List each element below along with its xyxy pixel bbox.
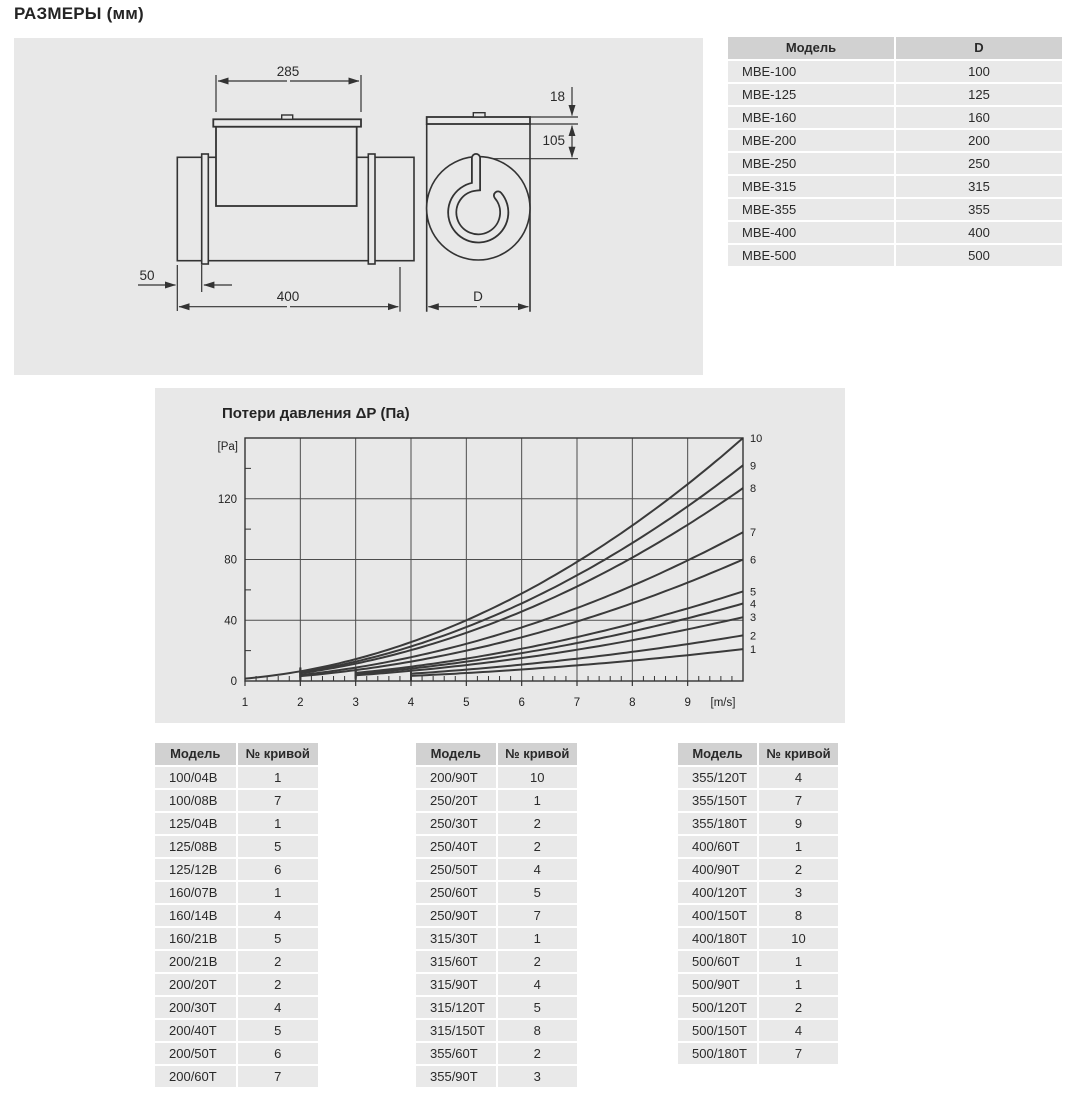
- table-row: [416, 767, 577, 788]
- table-row: [155, 1043, 318, 1064]
- table-cell: МВЕ-315: [728, 176, 894, 197]
- table-cell: 500/180Т: [678, 1043, 757, 1064]
- dim-285: [216, 75, 361, 112]
- table-cell: 7: [759, 790, 838, 811]
- table-row: [416, 974, 577, 995]
- table-row: [728, 245, 1062, 266]
- table-row: [155, 813, 318, 834]
- chart-tick-label: 10: [750, 433, 763, 445]
- table-header-cell: Модель: [416, 743, 496, 765]
- chart-tick-label: 8: [629, 697, 636, 709]
- table-row: [416, 1020, 577, 1041]
- table-cell: 9: [759, 813, 838, 834]
- table-cell: 100/08В: [155, 790, 236, 811]
- chart-tick-label: 3: [750, 612, 757, 625]
- dim-label-105: 105: [542, 133, 565, 148]
- flange-right: [368, 154, 375, 264]
- table-row: [728, 84, 1062, 105]
- table-cell: 2: [498, 836, 578, 857]
- chart-tick-label: 40: [224, 615, 237, 628]
- curve-4: [356, 604, 743, 675]
- curve-10: [245, 438, 743, 679]
- table-row: [416, 928, 577, 949]
- table-cell: 400/60Т: [678, 836, 757, 857]
- table-cell: 1: [238, 813, 319, 834]
- table-header-cell: D: [896, 37, 1062, 59]
- chart-tick-label: 3: [352, 697, 359, 709]
- table-cell: 355/90Т: [416, 1066, 496, 1087]
- table-cell: 1: [238, 882, 319, 903]
- table-row: [155, 905, 318, 926]
- table-cell: 500/120Т: [678, 997, 757, 1018]
- table-header-cell: № кривой: [759, 743, 838, 765]
- chart-tick-label: 2: [297, 697, 304, 709]
- table-cell: 125/12В: [155, 859, 236, 880]
- table-row: [416, 997, 577, 1018]
- table-row: [728, 153, 1062, 174]
- table-cell: 160: [896, 107, 1062, 128]
- table-cell: 355/60Т: [416, 1043, 496, 1064]
- table-cell: 1: [498, 790, 578, 811]
- chart-tick-label: 5: [463, 697, 470, 709]
- chart-tick-label: 9: [750, 460, 757, 473]
- table-row: [155, 882, 318, 903]
- table-row: [678, 928, 838, 949]
- table-cell: 200/20Т: [155, 974, 236, 995]
- table-cell: 500/150Т: [678, 1020, 757, 1041]
- chart-tick-label: 6: [750, 554, 757, 567]
- table-row: [416, 882, 577, 903]
- table-cell: 125/04В: [155, 813, 236, 834]
- table-cell: 7: [759, 1043, 838, 1064]
- table-cell: 5: [238, 1020, 319, 1041]
- chart-tick-label: 5: [750, 586, 757, 599]
- table-cell: 7: [498, 905, 578, 926]
- table-header-cell: Модель: [678, 743, 757, 765]
- table-row: [728, 222, 1062, 243]
- table-cell: МВЕ-355: [728, 199, 894, 220]
- table-cell: МВЕ-500: [728, 245, 894, 266]
- chart-tick-label: 6: [518, 697, 525, 709]
- table-row: [728, 199, 1062, 220]
- table-cell: 200/30Т: [155, 997, 236, 1018]
- table-header-row: [416, 743, 577, 765]
- table-cell: 160/07В: [155, 882, 236, 903]
- table-row: [728, 130, 1062, 151]
- chart-tick-label: 4: [750, 598, 757, 611]
- dimensions-panel: [14, 38, 703, 375]
- table-row: [678, 813, 838, 834]
- table-cell: 250/40Т: [416, 836, 496, 857]
- table-cell: 400/150Т: [678, 905, 757, 926]
- table-cell: МВЕ-400: [728, 222, 894, 243]
- table-cell: 500: [896, 245, 1062, 266]
- table-row: [416, 951, 577, 972]
- table-cell: 315/120Т: [416, 997, 496, 1018]
- table-row: [416, 1043, 577, 1064]
- table-cell: 315/60Т: [416, 951, 496, 972]
- table-row: [678, 767, 838, 788]
- table-row: [155, 859, 318, 880]
- table-cell: МВЕ-200: [728, 130, 894, 151]
- table-row: [416, 836, 577, 857]
- table-row: [416, 859, 577, 880]
- chart-tick-label: 2: [750, 630, 757, 643]
- table-cell: 315/90Т: [416, 974, 496, 995]
- table-row: [155, 951, 318, 972]
- table-cell: 3: [498, 1066, 578, 1087]
- table-row: [678, 905, 838, 926]
- table-row: [678, 951, 838, 972]
- chart-tick-label: 7: [750, 527, 757, 540]
- chart-tick-label: 9: [684, 697, 691, 709]
- table-cell: МВЕ-250: [728, 153, 894, 174]
- table-header-cell: Модель: [155, 743, 236, 765]
- dim-label-285: 285: [276, 64, 300, 79]
- chart-tick-label: [m/s]: [710, 697, 736, 709]
- table-cell: 250/90Т: [416, 905, 496, 926]
- table-row: [155, 1066, 318, 1087]
- dim-label-400: 400: [276, 289, 300, 304]
- curve-table-1: [155, 743, 318, 1089]
- table-cell: 400/90Т: [678, 859, 757, 880]
- table-cell: 200/40Т: [155, 1020, 236, 1041]
- table-cell: 2: [498, 951, 578, 972]
- table-cell: 250: [896, 153, 1062, 174]
- table-cell: 315: [896, 176, 1062, 197]
- front-view: [427, 113, 530, 312]
- table-cell: 315/150Т: [416, 1020, 496, 1041]
- table-cell: 2: [498, 1043, 578, 1064]
- chart-title: Потери давления ΔР (Па): [222, 405, 410, 422]
- chart-tick-label: 120: [217, 493, 237, 506]
- table-cell: МВЕ-160: [728, 107, 894, 128]
- table-row: [155, 928, 318, 949]
- terminal-box: [216, 127, 357, 206]
- table-cell: МВЕ-125: [728, 84, 894, 105]
- table-row: [678, 1020, 838, 1041]
- table-cell: 160/21В: [155, 928, 236, 949]
- pressure-loss-chart-panel: [155, 388, 845, 723]
- table-cell: 2: [238, 951, 319, 972]
- table-header-cell: № кривой: [238, 743, 319, 765]
- chart-tick-label: 8: [750, 483, 757, 496]
- table-header-row: [155, 743, 318, 765]
- table-cell: 1: [759, 974, 838, 995]
- table-cell: 500/90Т: [678, 974, 757, 995]
- table-row: [155, 997, 318, 1018]
- table-header-row: [728, 37, 1062, 59]
- table-cell: 355/180Т: [678, 813, 757, 834]
- table-row: [678, 1043, 838, 1064]
- table-cell: 1: [238, 767, 319, 788]
- table-cell: 400/120Т: [678, 882, 757, 903]
- table-cell: 4: [498, 859, 578, 880]
- table-cell: 315/30Т: [416, 928, 496, 949]
- table-cell: 2: [498, 813, 578, 834]
- table-cell: 400: [896, 222, 1062, 243]
- chart-tick-label: 80: [224, 554, 237, 567]
- chart-tick-label: 1: [241, 697, 249, 709]
- model-diameter-table: [728, 37, 1062, 268]
- chart-tick-label: [Pa]: [217, 441, 238, 453]
- table-cell: 355/120Т: [678, 767, 757, 788]
- table-cell: 200: [896, 130, 1062, 151]
- table-row: [678, 859, 838, 880]
- table-cell: 1: [759, 951, 838, 972]
- table-row: [728, 176, 1062, 197]
- table-cell: 125: [896, 84, 1062, 105]
- table-cell: 5: [498, 882, 578, 903]
- table-row: [678, 790, 838, 811]
- table-cell: 4: [238, 997, 319, 1018]
- table-cell: 1: [498, 928, 578, 949]
- table-row: [155, 836, 318, 857]
- table-cell: 125/08В: [155, 836, 236, 857]
- table-row: [678, 997, 838, 1018]
- table-header-cell: № кривой: [498, 743, 578, 765]
- pressure-loss-chart: [155, 388, 845, 723]
- flange-left: [202, 154, 209, 264]
- table-cell: 5: [238, 928, 319, 949]
- table-header-row: [678, 743, 838, 765]
- table-cell: 250/20Т: [416, 790, 496, 811]
- table-cell: 500/60Т: [678, 951, 757, 972]
- table-cell: 250/60Т: [416, 882, 496, 903]
- chart-tick-label: 0: [230, 676, 237, 688]
- table-cell: 2: [759, 859, 838, 880]
- table-cell: 4: [498, 974, 578, 995]
- table-cell: 355/150Т: [678, 790, 757, 811]
- table-cell: 8: [498, 1020, 578, 1041]
- table-cell: 4: [759, 1020, 838, 1041]
- table-cell: 6: [238, 859, 319, 880]
- table-cell: 3: [759, 882, 838, 903]
- table-row: [416, 1066, 577, 1087]
- table-row: [155, 767, 318, 788]
- side-view: [177, 115, 414, 264]
- table-cell: 200/50Т: [155, 1043, 236, 1064]
- table-row: [155, 974, 318, 995]
- curve-table-2: [416, 743, 577, 1089]
- table-cell: 200/90Т: [416, 767, 496, 788]
- table-row: [416, 790, 577, 811]
- chart-tick-label: 4: [407, 697, 415, 709]
- table-cell: 10: [759, 928, 838, 949]
- table-cell: 4: [759, 767, 838, 788]
- table-row: [416, 905, 577, 926]
- table-cell: 6: [238, 1043, 319, 1064]
- table-row: [678, 882, 838, 903]
- table-row: [678, 836, 838, 857]
- table-cell: 8: [759, 905, 838, 926]
- page-title: РАЗМЕРЫ (мм): [14, 4, 144, 23]
- table-cell: 250/30Т: [416, 813, 496, 834]
- table-cell: 100/04В: [155, 767, 236, 788]
- table-row: [155, 1020, 318, 1041]
- dim-label-D: D: [473, 289, 483, 304]
- table-row: [416, 813, 577, 834]
- table-cell: 5: [238, 836, 319, 857]
- table-cell: 1: [759, 836, 838, 857]
- curve-table-3: [678, 743, 838, 1066]
- table-cell: 200/21В: [155, 951, 236, 972]
- table-cell: 4: [238, 905, 319, 926]
- dim-label-50: 50: [139, 268, 155, 283]
- table-cell: 400/180Т: [678, 928, 757, 949]
- table-cell: 5: [498, 997, 578, 1018]
- table-cell: 355: [896, 199, 1062, 220]
- dim-label-18: 18: [549, 89, 565, 104]
- table-row: [728, 61, 1062, 82]
- table-cell: 250/50Т: [416, 859, 496, 880]
- table-cell: 2: [759, 997, 838, 1018]
- table-cell: 7: [238, 790, 319, 811]
- table-cell: 10: [498, 767, 578, 788]
- terminal-box-lid: [213, 119, 361, 126]
- chart-tick-label: 1: [750, 644, 757, 657]
- table-header-cell: Модель: [728, 37, 894, 59]
- table-row: [678, 974, 838, 995]
- table-cell: 200/60Т: [155, 1066, 236, 1087]
- chart-tick-label: 7: [573, 697, 581, 709]
- table-cell: 100: [896, 61, 1062, 82]
- table-row: [155, 790, 318, 811]
- table-cell: 7: [238, 1066, 319, 1087]
- table-cell: 2: [238, 974, 319, 995]
- table-cell: МВЕ-100: [728, 61, 894, 82]
- table-row: [728, 107, 1062, 128]
- table-cell: 160/14В: [155, 905, 236, 926]
- dimension-drawing: [14, 38, 703, 375]
